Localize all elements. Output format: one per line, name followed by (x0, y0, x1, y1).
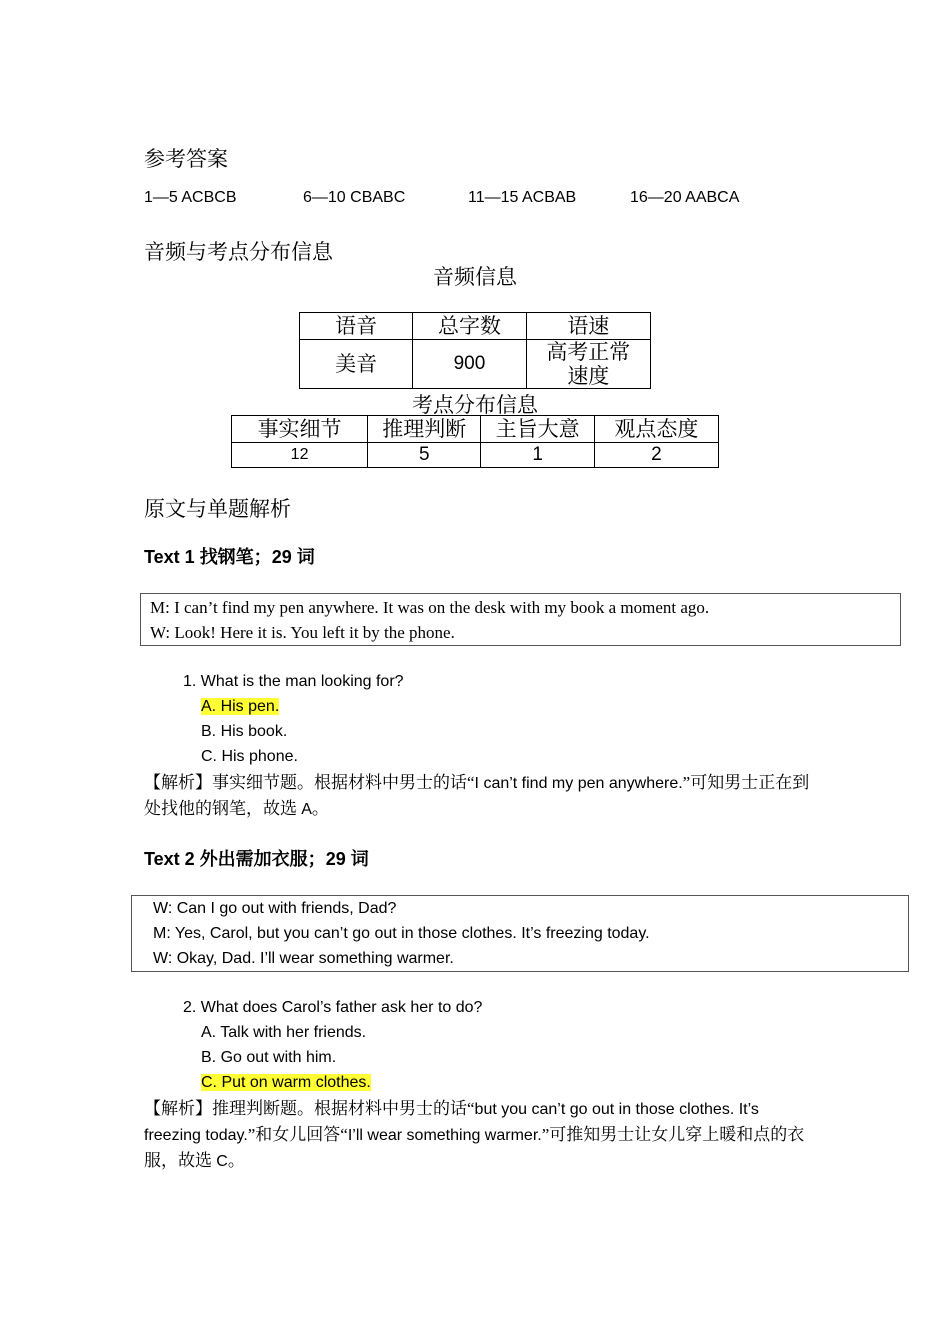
points-header-main-idea: 主旨大意 (481, 416, 594, 443)
text1-analysis-text: 事实细节题。根据材料中男士的话“ (212, 773, 475, 792)
text1-title-en: Text 1 (144, 547, 200, 567)
points-header-fact: 事实细节 (232, 416, 368, 443)
audio-value-speed: 高考正常速度 (526, 340, 650, 389)
answer-group-4: 16—20 AABCA (630, 189, 740, 206)
text2-analysis (144, 1096, 812, 1174)
text1-option-a-highlight: A. His pen. (201, 698, 280, 715)
points-info-title: 考点分布信息 (412, 393, 538, 417)
text2-option-b: B. Go out with him. (201, 1049, 337, 1066)
points-value-inference: 5 (368, 443, 481, 468)
text2-title (144, 845, 369, 871)
text1-title-zh: 找钢笔； (199, 547, 272, 567)
text1-title-count: 29 (271, 547, 297, 567)
text2-question: 2. What does Carol’s father ask her to do? (183, 999, 483, 1016)
text2-title-unit: 词 (350, 849, 369, 869)
points-value-fact: 12 (232, 443, 368, 468)
text2-title-en: Text 2 (144, 849, 200, 869)
audio-header-wordcount: 总字数 (413, 313, 526, 340)
text1-option-a (201, 698, 279, 716)
text2-dialog-box (131, 895, 909, 972)
source-analysis-heading: 原文与单题解析 (144, 497, 291, 521)
audio-header-accent: 语音 (300, 313, 413, 340)
text2-analysis-quote: I’ll wear something warmer. (347, 1127, 542, 1144)
text2-dialog-line: W: Can I go out with friends, Dad? (153, 900, 397, 917)
text1-analysis-quote: I can’t find my pen anywhere. (474, 775, 683, 792)
points-header-inference: 推理判断 (368, 416, 481, 443)
text2-analysis-label: 【解析】 (144, 1099, 212, 1118)
text2-analysis-text: ”可推知男士让女儿穿上暖和点的衣服，故选 (144, 1125, 805, 1170)
text1-analysis-end: 。 (311, 799, 329, 818)
points-value-attitude: 2 (594, 443, 718, 468)
audio-section-heading: 音频与考点分布信息 (144, 240, 333, 264)
text2-option-a: A. Talk with her friends. (201, 1024, 367, 1041)
text1-option-b: B. His book. (201, 723, 288, 740)
points-header-attitude: 观点态度 (594, 416, 718, 443)
text1-dialog-line: M: I can’t find my pen anywhere. It was on the desk with my book a moment ago. (150, 598, 710, 617)
text2-title-count: 29 (325, 849, 351, 869)
text2-dialog-line: W: Okay, Dad. I’ll wear something warmer. (153, 950, 454, 967)
text2-title-zh: 外出需加衣服； (199, 849, 326, 869)
text2-analysis-text: ”和女儿回答“ (247, 1125, 348, 1144)
text2-analysis-end: 。 (227, 1151, 245, 1170)
text2-analysis-text: 推理判断题。根据材料中男士的话“ (212, 1099, 475, 1118)
audio-value-wordcount: 900 (413, 340, 526, 389)
text1-analysis (144, 770, 812, 822)
text1-question: 1. What is the man looking for? (183, 673, 404, 690)
text1-analysis-answer: A (301, 801, 312, 818)
points-info-table (231, 415, 719, 468)
text1-analysis-label: 【解析】 (144, 773, 212, 792)
reference-answer-heading: 参考答案 (144, 147, 228, 171)
text1-dialog-line: W: Look! Here it is. You left it by the phone. (150, 623, 455, 642)
answer-group-2: 6—10 CBABC (303, 189, 406, 206)
answer-group-3: 11—15 ACBAB (468, 189, 577, 206)
text1-title-unit: 词 (296, 547, 315, 567)
audio-value-accent: 美音 (300, 340, 413, 389)
audio-info-title: 音频信息 (433, 265, 517, 289)
text2-option-c-highlight: C. Put on warm clothes. (201, 1074, 371, 1091)
audio-info-table (299, 312, 651, 389)
text1-analysis-text: ”可知男士正在到处找他的钢笔，故选 (144, 773, 810, 818)
text2-option-c (201, 1074, 371, 1092)
text1-dialog-box (140, 593, 901, 646)
text2-analysis-quote: but you can’t go out in those clothes. It’s freezing today. (144, 1101, 759, 1144)
audio-header-speed: 语速 (526, 313, 650, 340)
text2-dialog-line: M: Yes, Carol, but you can’t go out in those clothes. It’s freezing today. (153, 925, 650, 942)
text1-title (144, 543, 315, 569)
answer-group-1: 1—5 ACBCB (144, 189, 237, 206)
points-value-main-idea: 1 (481, 443, 594, 468)
text1-option-c: C. His phone. (201, 748, 298, 765)
text2-analysis-answer: C (216, 1153, 228, 1170)
